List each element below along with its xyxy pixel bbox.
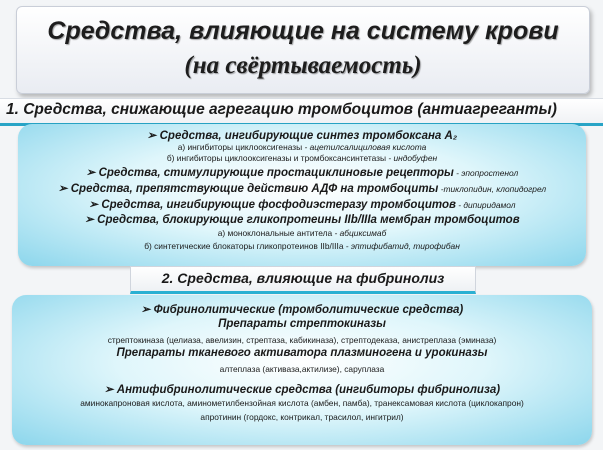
section1-item-8: б) синтетические блокаторы гликопротеинов IIb/IIIa - эптифибатид, тирофибан (144, 241, 460, 251)
section1-item-0: ➢ Средства, ингибирующие синтез тромбоксана А₂ (146, 130, 458, 142)
section2-item-1: Препараты стрептокиназы (218, 318, 386, 330)
section1-item-5: ➢ Средства, ингибирующие фосфодиэстеразу тромбоцитов - дипиридамол (88, 199, 516, 211)
page-subtitle: (на свёртываемость) (184, 52, 422, 79)
section1-item-4: ➢ Средства, препятствующие действию АДФ на тромбоциты -тиклопидин, клопидогрел (57, 183, 547, 195)
section2-item-6: аминокапроновая кислота, аминометилбензойная кислота (амбен, памба), транексамовая кислота (циклокапрон) (80, 398, 524, 408)
section1-item-1: а) ингибиторы циклооксигеназы - ацетилсалициловая кислота (177, 142, 427, 152)
section2-item-3: Препараты тканевого активатора плазминогена и урокиназы (116, 347, 488, 359)
section2-item-4: алтеплаза (активаза,актилизе), саруплаза (219, 364, 385, 374)
section1-heading-bar (0, 98, 603, 126)
section1-item-6: ➢ Средства, блокирующие гликопротеины IIb/IIIa мембран тромбоцитов (84, 214, 520, 226)
section1-item-7: а) моноклональные антитела - абциксимаб (217, 228, 387, 238)
section2-item-7: апротинин (гордокс, контрикал, трасилол, ингитрил) (200, 412, 404, 422)
section2-item-2: стрептокиназа (целиаза, авелизин, стрептаза, кабикиназа), стрептодеказа, анистреплаза (эминаза) (107, 335, 497, 345)
section1-item-2: б) ингибиторы циклооксигеназы и тромбоксансинтетазы - индобуфен (166, 153, 438, 163)
section2-item-5: ➢ Антифибринолитические средства (ингибиторы фибринолиза) (103, 384, 501, 396)
title-box (16, 6, 590, 94)
section1-heading: 1. Средства, снижающие агрегацию тромбоцитов (антиагреганты) (6, 101, 557, 118)
section2-content-box (12, 295, 592, 445)
section2-item-0: ➢ Фибринолитические (тромболитические средства) (140, 304, 464, 316)
section2-heading: 2. Средства, влияющие на фибринолиз (161, 270, 445, 286)
section1-content-box (18, 124, 586, 266)
section2-heading-bar (130, 266, 476, 294)
section1-item-3: ➢ Средства, стимулирующие простациклиновые рецепторы - эпопростенол (85, 167, 519, 179)
page-title: Средства, влияющие на систему крови (47, 17, 559, 45)
